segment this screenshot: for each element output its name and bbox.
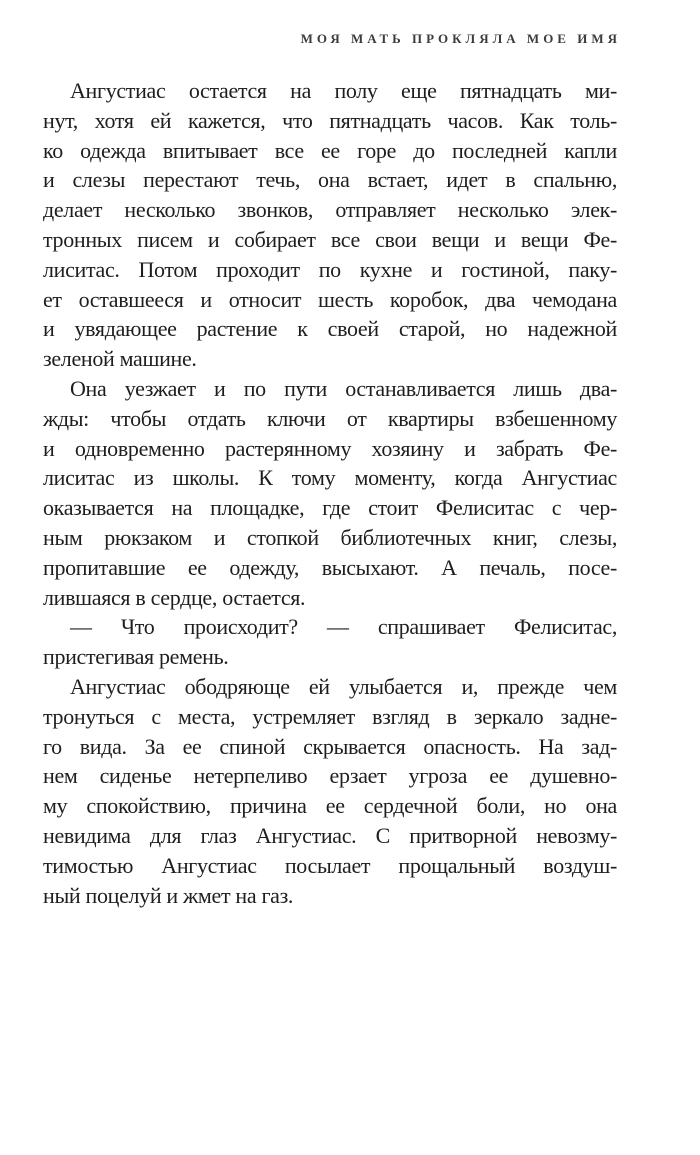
text-line: тронуться с места, устремляет взгляд в зеркало задне- xyxy=(43,703,617,729)
text-line: ный поцелуй и жмет на газ. xyxy=(43,882,294,908)
text-line: зеленой машине. xyxy=(43,346,197,372)
text-line: ет оставшееся и относит шесть коробок, два чемодана xyxy=(43,286,617,312)
text-line: Она уезжает и по пути останавливается лишь два- xyxy=(70,375,617,401)
text-line: лиситас. Потом проходит по кухне и гостиной, паку- xyxy=(43,256,617,282)
text-line: оказывается на площадке, где стоит Фелиситас с чер- xyxy=(43,495,617,521)
text-line: тимостью Ангустиас посылает прощальный воздуш- xyxy=(43,852,617,878)
text-line: му спокойствию, причина ее сердечной боли, но она xyxy=(43,793,617,819)
text-line: пропитавшие ее одежду, высыхают. А печаль, посе- xyxy=(43,554,617,580)
text-line: и увядающее растение к своей старой, но надежной xyxy=(43,316,617,342)
text-line: невидима для глаз Ангустиас. С притворной невозму- xyxy=(43,822,617,848)
text-line: Ангустиас ободряюще ей улыбается и, прежде чем xyxy=(70,673,617,699)
text-line: и одновременно растерянному хозяину и забрать Фе- xyxy=(43,435,617,461)
running-head: МОЯ МАТЬ ПРОКЛЯЛА МОЕ ИМЯ xyxy=(300,31,621,46)
text-line: тронных писем и собирает все свои вещи и вещи Фе- xyxy=(43,226,617,252)
body-text xyxy=(43,76,617,910)
text-line: Ангустиас остается на полу еще пятнадцать ми- xyxy=(70,78,617,103)
text-line: и слезы перестают течь, она встает, идет в спальню, xyxy=(43,167,617,193)
text-line: жды: чтобы отдать ключи от квартиры взбешенному xyxy=(43,405,617,431)
text-line: нут, хотя ей кажется, что пятнадцать часов. Как толь- xyxy=(43,107,617,133)
text-line: пристегивая ремень. xyxy=(43,644,229,670)
text-line: нем сиденье нетерпеливо ерзает угроза ее душевно- xyxy=(43,763,617,789)
text-line: лиситас из школы. К тому моменту, когда Ангустиас xyxy=(43,465,617,491)
text-line: ным рюкзаком и стопкой библиотечных книг, слезы, xyxy=(43,524,617,550)
text-line: делает несколько звонков, отправляет несколько элек- xyxy=(43,197,617,223)
text-line: — Что происходит? — спрашивает Фелиситас, xyxy=(70,614,617,640)
text-line: лившаяся в сердце, остается. xyxy=(43,584,306,610)
text-line: ко одежда впитывает все ее горе до последней капли xyxy=(43,137,617,163)
text-line: го вида. За ее спиной скрывается опасность. На зад- xyxy=(43,733,617,759)
